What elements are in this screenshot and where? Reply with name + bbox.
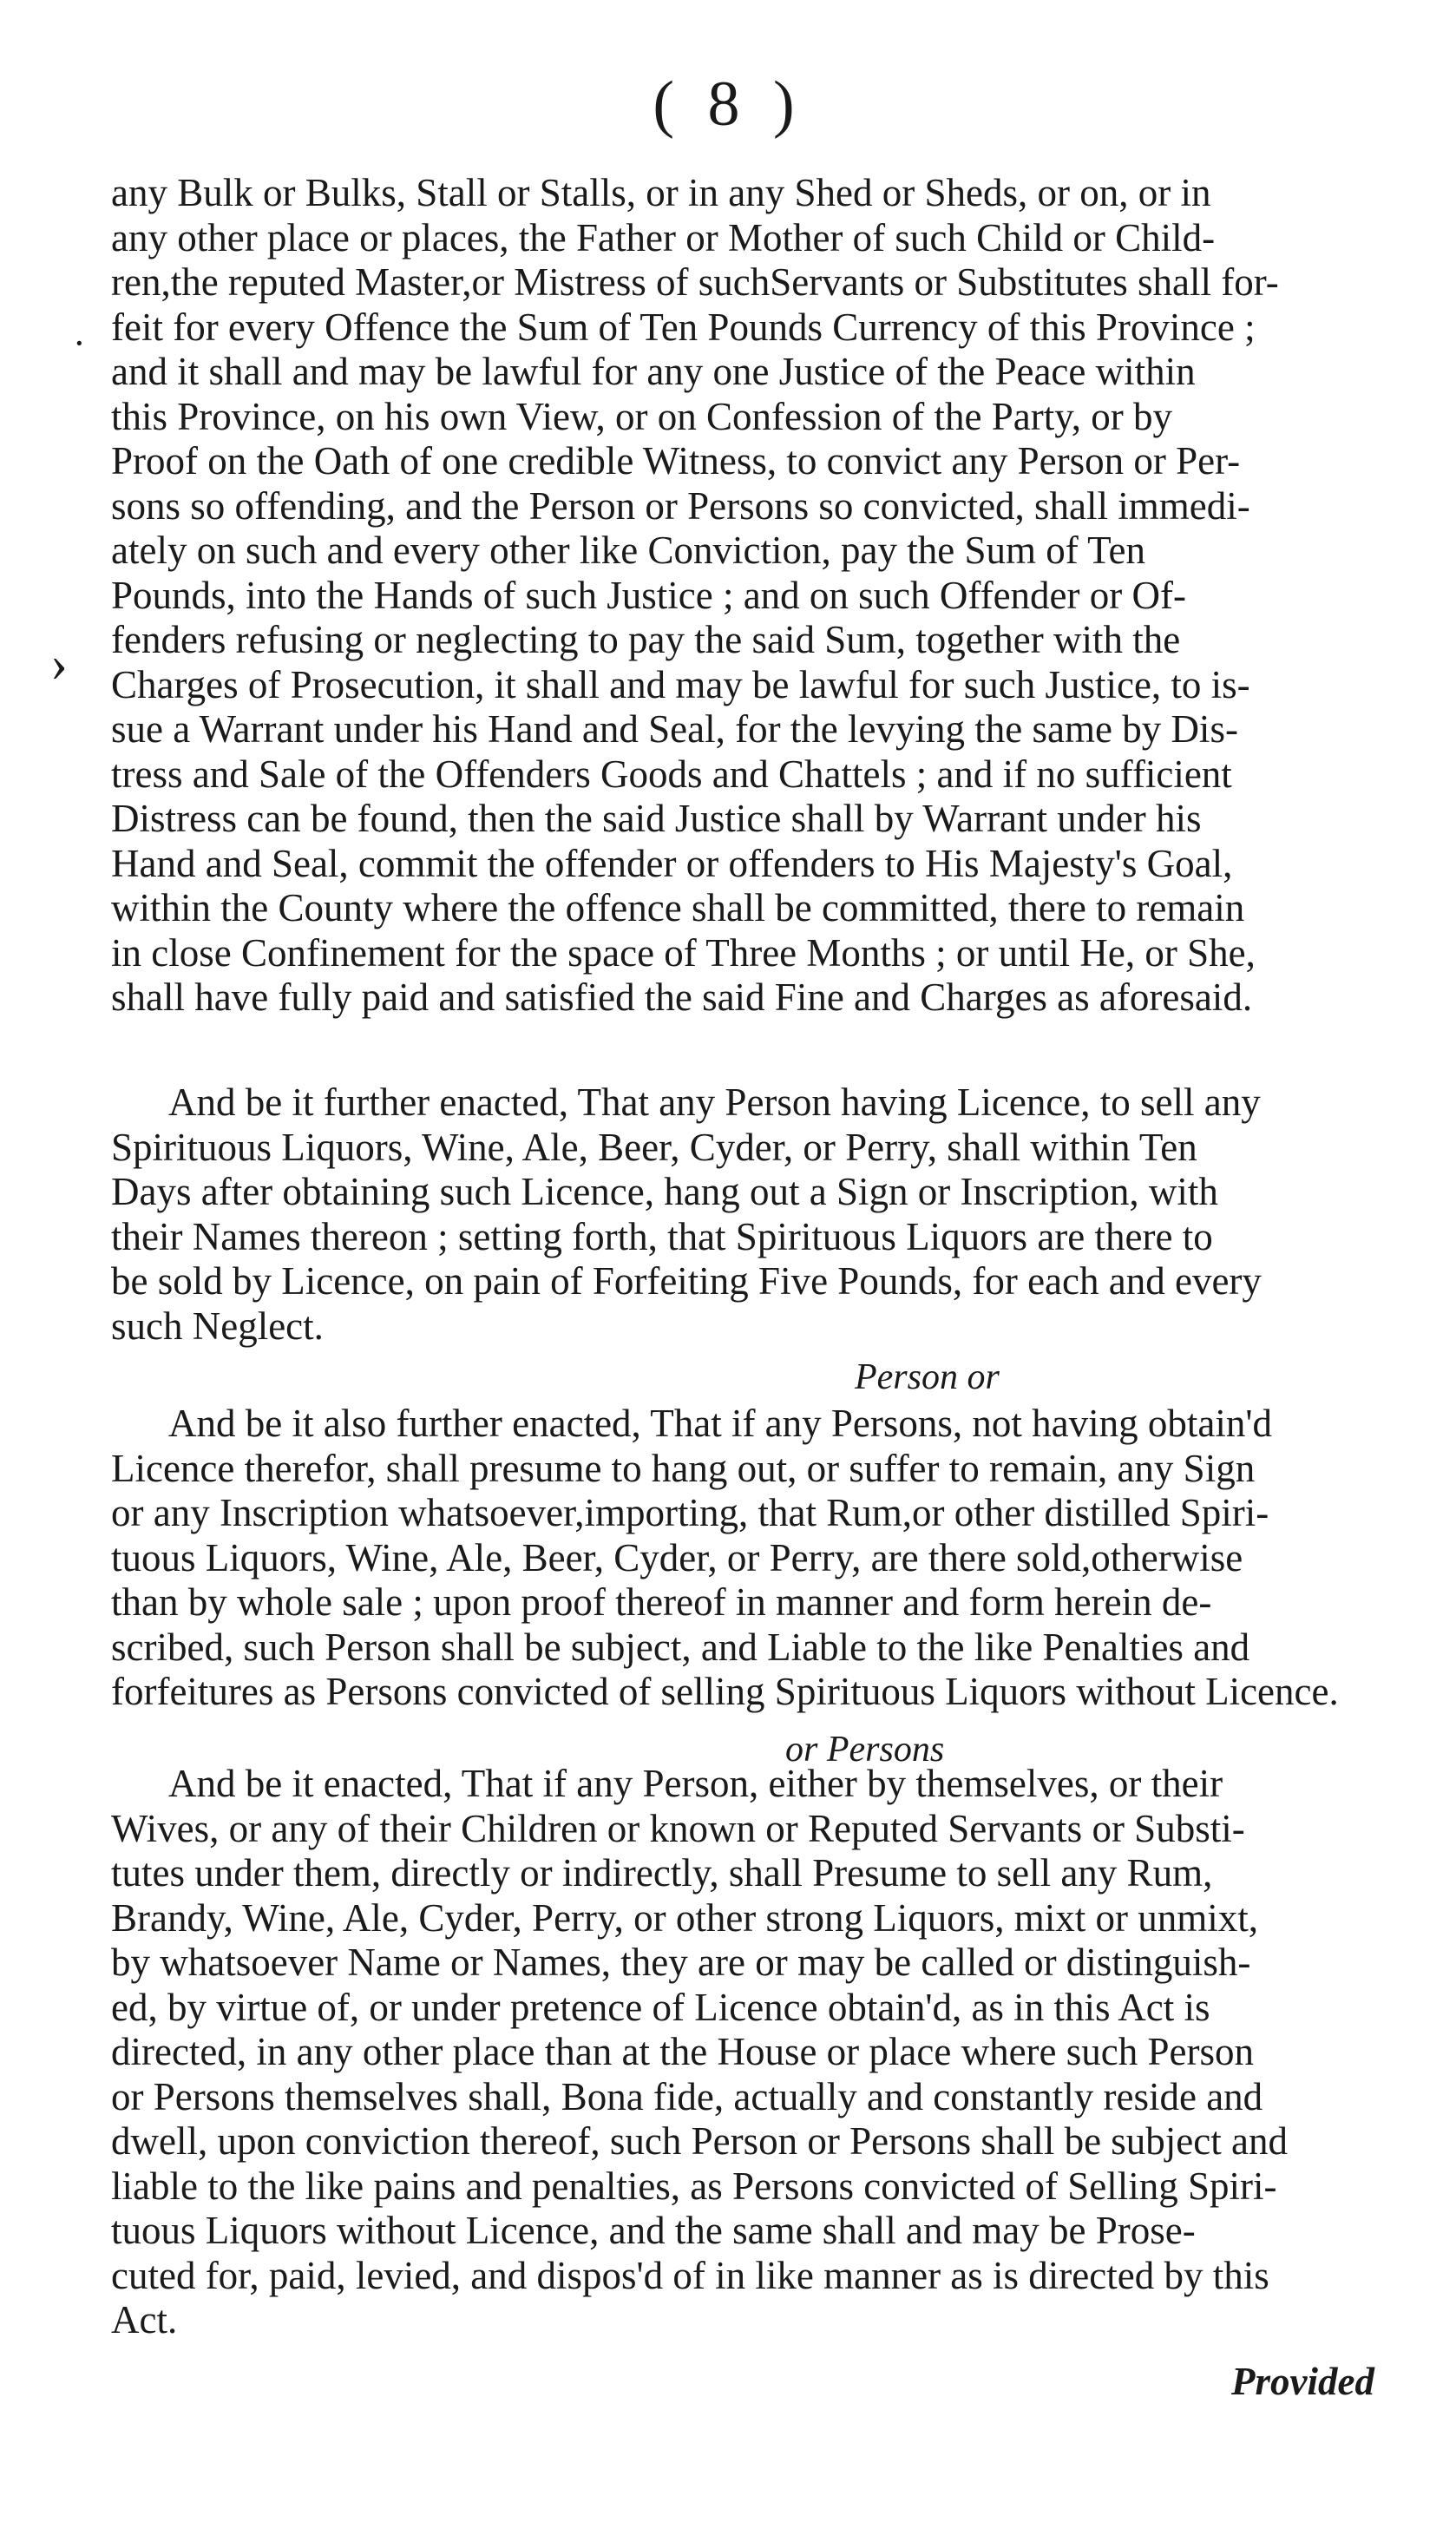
text-line: Hand and Seal, commit the offender or offenders to His Majesty's Goal,: [111, 841, 1233, 885]
text-line: any Bulk or Bulks, Stall or Stalls, or in any Shed or Sheds, or on, or in: [111, 171, 1211, 214]
text-line: and it shall and may be lawful for any one Justice of the Peace within: [111, 350, 1196, 393]
text-line: shall have fully paid and satisfied the said Fine and Charges as aforesaid.: [111, 975, 1253, 1019]
text-line: dwell, upon conviction thereof, such Person or Persons shall be subject and: [111, 2119, 1288, 2163]
handwritten-insertion: or Persons: [785, 1730, 945, 1770]
text-line: than by whole sale ; upon proof thereof in manner and form herein de-: [111, 1580, 1212, 1624]
text-line: tress and Sale of the Offenders Goods and Chattels ; and if no sufficient: [111, 752, 1232, 796]
paragraph-2: [111, 1080, 1387, 1349]
text-line: or any Inscription whatsoever,importing, that Rum,or other distilled Spiri-: [111, 1491, 1269, 1534]
paragraph-1: [111, 171, 1387, 1021]
text-line: Pounds, into the Hands of such Justice ; and on such Offender or Of-: [111, 573, 1186, 617]
page-number: ( 8 ): [653, 69, 803, 140]
text-line: Licence therefor, shall presume to hang out, or suffer to remain, any Sign: [111, 1446, 1256, 1490]
text-line: forfeitures as Persons convicted of selling Spirituous Liquors without Licence.: [111, 1670, 1339, 1713]
handwritten-insertion: Person or: [855, 1357, 1000, 1397]
text-line: this Province, on his own View, or on Confession of the Party, or by: [111, 394, 1173, 438]
text-line: Charges of Prosecution, it shall and may be lawful for such Justice, to is-: [111, 662, 1250, 706]
margin-mark: ·: [73, 322, 86, 365]
text-line: or Persons themselves shall, Bona fide, actually and constantly reside and: [111, 2074, 1263, 2118]
text-line: be sold by Licence, on pain of Forfeiting Five Pounds, for each and every: [111, 1259, 1262, 1303]
text-line: And be it further enacted, That any Person having Licence, to sell any: [168, 1080, 1261, 1124]
text-line: And be it also further enacted, That if any Persons, not having obtain'd: [168, 1402, 1272, 1445]
text-line: scribed, such Person shall be subject, and Liable to the like Penalties and: [111, 1625, 1250, 1669]
text-line: Wives, or any of their Children or known or Reputed Servants or Substi-: [111, 1806, 1245, 1850]
text-line: Days after obtaining such Licence, hang out a Sign or Inscription, with: [111, 1170, 1218, 1213]
catchword: Provided: [1231, 2360, 1374, 2403]
text-line: cuted for, paid, levied, and dispos'd of in like manner as is directed by this: [111, 2253, 1269, 2297]
text-line: within the County where the offence shall be committed, there to remain: [111, 886, 1245, 929]
text-line: Brandy, Wine, Ale, Cyder, Perry, or other strong Liquors, mixt or unmixt,: [111, 1895, 1259, 1940]
text-line: their Names thereon ; setting forth, that Spirituous Liquors are there to: [111, 1214, 1213, 1258]
text-line: ately on such and every other like Conviction, pay the Sum of Ten: [111, 529, 1145, 572]
text-line: sons so offending, and the Person or Persons so convicted, shall immedi-: [111, 483, 1250, 528]
text-line: ed, by virtue of, or under pretence of Licence obtain'd, as in this Act is: [111, 1985, 1210, 2029]
text-line: in close Confinement for the space of Three Months ; or until He, or She,: [111, 930, 1256, 975]
text-line: such Neglect.: [111, 1304, 324, 1348]
text-line: tuous Liquors without Licence, and the same shall and may be Prose-: [111, 2209, 1196, 2252]
paragraph-4: [111, 1762, 1387, 2343]
text-line: Proof on the Oath of one credible Witness, to convict any Person or Per-: [111, 439, 1241, 483]
text-line: Spirituous Liquors, Wine, Ale, Beer, Cyder, or Perry, shall within Ten: [111, 1125, 1197, 1169]
text-line: directed, in any other place than at the House or place where such Person: [111, 2030, 1254, 2073]
text-line: by whatsoever Name or Names, they are or may be called or distinguish-: [111, 1941, 1251, 1984]
text-line: tutes under them, directly or indirectly, shall Presume to sell any Rum,: [111, 1851, 1213, 1895]
text-line: ren,the reputed Master,or Mistress of suchServants or Substitutes shall for-: [111, 260, 1279, 304]
text-line: tuous Liquors, Wine, Ale, Beer, Cyder, or Perry, are there sold,otherwise: [111, 1535, 1243, 1580]
text-line: liable to the like pains and penalties, as Persons convicted of Selling Spiri-: [111, 2164, 1277, 2208]
text-line: feit for every Offence the Sum of Ten Pounds Currency of this Province ;: [111, 305, 1256, 349]
text-line: sue a Warrant under his Hand and Seal, for the levying the same by Dis-: [111, 707, 1238, 751]
text-line: Distress can be found, then the said Justice shall by Warrant under his: [111, 797, 1202, 840]
text-line: fenders refusing or neglecting to pay the said Sum, together with the: [111, 618, 1181, 661]
text-line: Act.: [111, 2298, 178, 2341]
margin-mark: ›: [50, 634, 68, 692]
text-line: And be it enacted, That if any Person, either by themselves, or their: [168, 1762, 1223, 1805]
paragraph-3: [111, 1402, 1387, 1715]
text-line: any other place or places, the Father or Mother of such Child or Child-: [111, 215, 1216, 259]
